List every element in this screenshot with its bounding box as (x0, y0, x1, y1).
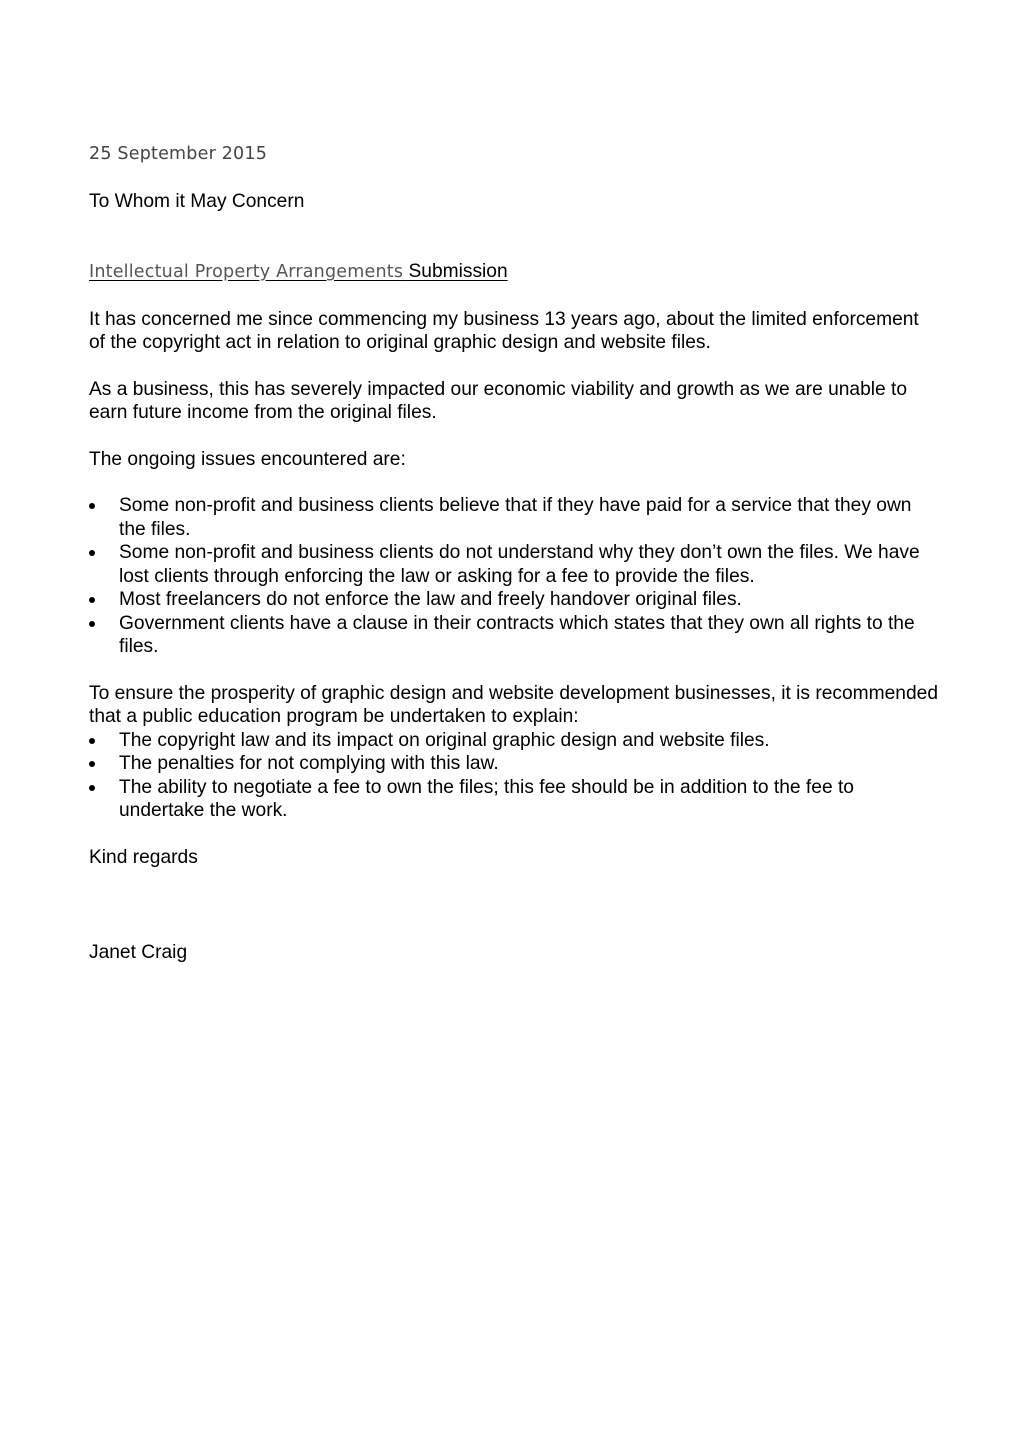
bullet-icon (89, 785, 95, 791)
closing: Kind regards (89, 846, 198, 868)
bullet-icon (89, 503, 95, 509)
issue-text: Some non-profit and business clients do not understand why they don’t own the files. We have lost clients through enforcing the law or asking for a fee to provide the files. (119, 542, 920, 587)
subject-title: Intellectual Property Arrangements (89, 262, 404, 282)
issue-text: Most freelancers do not enforce the law and freely handover original files. (119, 589, 742, 610)
recommendation-text: The copyright law and its impact on original graphic design and website files. (119, 729, 770, 751)
subject-line (89, 260, 939, 285)
signature-name: Janet Craig (89, 942, 188, 963)
issues-intro: The ongoing issues encountered are: (89, 448, 406, 470)
salutation: To Whom it May Concern (89, 190, 305, 212)
list-item (89, 729, 939, 753)
recommendation-text: The ability to negotiate a fee to own the files; this fee should be in addition to the fee to undertake the work. (119, 776, 854, 821)
bullet-icon (89, 550, 95, 556)
bullet-icon (89, 597, 95, 603)
subject-suffix: Submission (403, 261, 508, 282)
bullet-icon (89, 621, 95, 627)
list-item (89, 541, 939, 588)
issues-list (89, 494, 939, 659)
list-item (89, 494, 939, 541)
list-item (89, 588, 939, 612)
list-item (89, 612, 939, 659)
issue-text: Government clients have a clause in their contracts which states that they own all rights to the files. (119, 612, 915, 657)
paragraph-concern: It has concerned me since commencing my business 13 years ago, about the limited enforcement of the copyright act in relation to original graphic design and website files. (89, 308, 919, 353)
issue-text: Some non-profit and business clients believe that if they have paid for a service that they own the files. (119, 495, 912, 540)
list-item (89, 752, 939, 776)
paragraph-impact: As a business, this has severely impacted our economic viability and growth as we are unable to earn future income from the original files. (89, 378, 908, 423)
list-item (89, 776, 939, 823)
recommendations-list (89, 729, 939, 823)
recommendation-text: The penalties for not complying with this law. (119, 753, 499, 774)
letter-body (89, 143, 939, 965)
bullet-icon (89, 738, 95, 744)
bullet-icon (89, 761, 95, 767)
letter-date: 25 September 2015 (89, 144, 268, 164)
recommendation-intro: To ensure the prosperity of graphic design and website development businesses, it is recommended that a public education program be undertaken to explain: (89, 682, 938, 727)
